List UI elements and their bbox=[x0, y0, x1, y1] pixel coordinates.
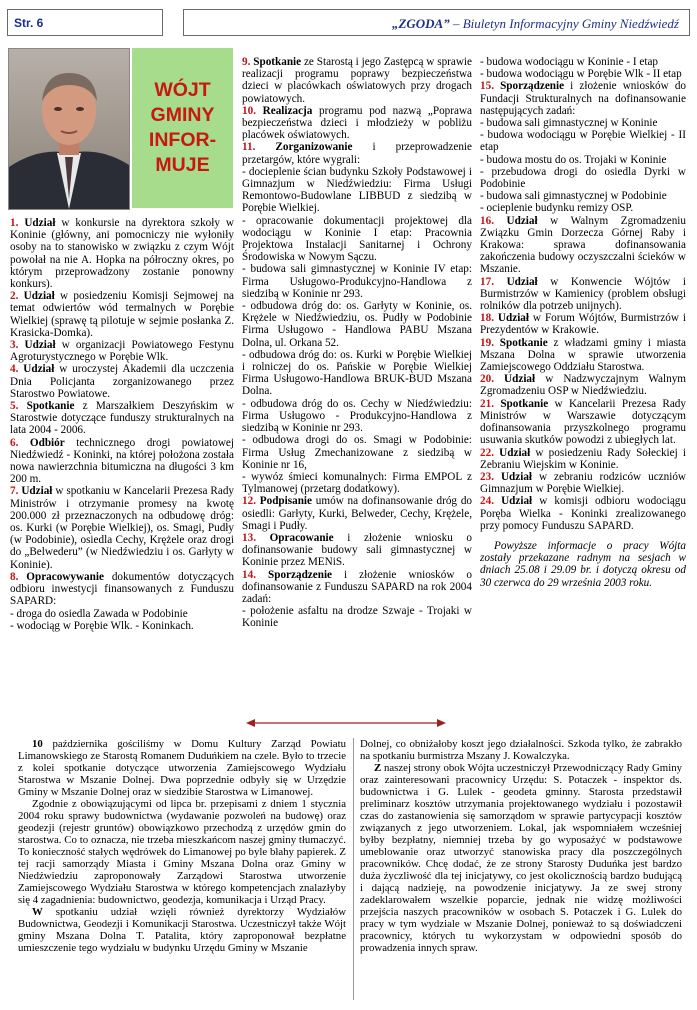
closing-note: Powyższe informacje o pracy Wójta zostały przekazane radnym na sesjach w dniach 25.08 i 29.09 br. i dotyczą okresu od 30 czerwca do 29 września 2003 roku. bbox=[480, 539, 686, 589]
item-text: - budowa sali gimnastycznej w Podobinie bbox=[480, 190, 667, 203]
list-item bbox=[242, 105, 472, 142]
item-lead: Spotkanie bbox=[26, 400, 75, 413]
item-text: z władzami gminy i miasta Mszana Dolna w sprawie utworzenia Zamiejscowego Oddziału Starostwa. bbox=[480, 336, 686, 374]
item-text: - odbudowa dróg do: os. Garłyty w Koninie, os. Krężele w Niedźwiedziu, os. Pudły w Podobinie Firma Usługowo - Handlowa PABU Mszana Dolna, ul. Orkana 52. bbox=[242, 300, 472, 349]
item-number: 24. bbox=[480, 495, 494, 508]
item-text: - budowa mostu do os. Trojaki w Koninie bbox=[480, 153, 667, 166]
paragraph-lead: 10 bbox=[32, 738, 43, 750]
item-number: 20. bbox=[480, 373, 494, 386]
paragraph-lead: Z bbox=[374, 762, 382, 774]
badge-line: INFOR- bbox=[148, 129, 217, 151]
item-number: 21. bbox=[480, 397, 494, 410]
list-item bbox=[480, 154, 686, 166]
item-text: programu pod nazwą „Poprawa bezpieczeństwa dzieci i młodzieży w pobliżu placówek oświatowych. bbox=[242, 104, 472, 142]
list-item bbox=[480, 215, 686, 276]
list-item bbox=[242, 349, 472, 398]
item-text: w Forum Wójtów, Burmistrzów i Prezydentów w Krakowie. bbox=[480, 312, 687, 337]
list-item bbox=[10, 437, 234, 486]
item-lead: Udział bbox=[500, 470, 533, 483]
list-item bbox=[480, 312, 686, 336]
list-item bbox=[480, 56, 686, 68]
item-lead: Spotkanie bbox=[499, 336, 548, 349]
paragraph-text: Dolnej, co obniżałoby koszt jego działalności. Szkoda tylko, że zabrakło na spotkaniu burmistrza Mszany J. Kowalczyka. bbox=[360, 738, 682, 762]
bulletin-name: „ZGODA” bbox=[391, 16, 450, 31]
item-number: 18. bbox=[480, 312, 494, 325]
item-number: 13. bbox=[242, 531, 256, 544]
item-text: - droga do osiedla Zawada w Podobinie bbox=[10, 607, 188, 620]
item-lead: Realizacja bbox=[262, 104, 313, 117]
column-divider bbox=[353, 738, 354, 1000]
list-item bbox=[10, 339, 234, 363]
item-lead: Udział bbox=[504, 373, 536, 386]
section-divider bbox=[246, 718, 446, 728]
item-lead: Sporządzenie bbox=[500, 80, 565, 93]
item-number: 5. bbox=[10, 400, 19, 413]
item-lead: Udział bbox=[499, 446, 531, 459]
item-number: 15. bbox=[480, 80, 494, 93]
paragraph-text: października gościliśmy w Domu Kultury Zarząd Powiatu Limanowskiego ze Starostą Romanem Duduńkiem na czele. Było to trzecie z kolei spotkanie dotyczące utworzenia Zamiejscowego Wydziału Starostwa w Mszanie Dolnej. Dwa poprzednie odbyły się w Urzędzie Gminy w Mszanie Dolnej oraz w siedzibie Starostwa w Limanowej. bbox=[18, 738, 346, 798]
item-text: w komisji odbioru wodociągu Poręba Wielka - Koninki zrealizowanego przy pomocy Funduszu SAPARD. bbox=[480, 495, 686, 532]
list-item bbox=[10, 217, 234, 290]
mayor-informs-badge bbox=[132, 48, 233, 208]
list-item bbox=[480, 68, 686, 80]
paragraph-lead: W bbox=[32, 906, 43, 918]
list-item bbox=[242, 398, 472, 435]
item-lead: Udział bbox=[497, 312, 529, 325]
item-lead: Udział bbox=[24, 339, 56, 352]
list-item bbox=[10, 608, 234, 620]
item-text: w Nadzwyczajnym Walnym Zgromadzeniu OSP w Niedźwiedziu. bbox=[480, 373, 686, 398]
item-number: 8. bbox=[10, 570, 19, 583]
list-item bbox=[242, 215, 472, 264]
item-text: - odbudowa drogi do os. Smagi w Podobinie: Firma Usług Zmechanizowane z siedzibą w Koninie nr 16, bbox=[242, 434, 472, 471]
list-item bbox=[480, 495, 686, 532]
item-text: w Walnym Zgromadzeniu Związku Gmin Dorzecza Górnej Raby i Krakowa: sprawa dofinansowania zakończenia budowy oczyszczalni ścieków w Mszanie. bbox=[480, 214, 686, 276]
bulletin-header bbox=[183, 9, 690, 36]
item-number: 10. bbox=[242, 104, 256, 117]
item-lead: Udział bbox=[501, 495, 533, 508]
item-text: w posiedzeniu Komisji Sejmowej na temat odwiertów wód termalnych w Porębie Wielkiej (sprawę tą pilotuje w sejmie posłanka Z. Krasicka-Domka). bbox=[10, 290, 235, 339]
list-item bbox=[480, 117, 686, 129]
item-text: i przeprowadzenie przetargów, które wygrali: bbox=[242, 141, 472, 166]
item-text: - ocieplenie budynku remizy OSP. bbox=[480, 202, 634, 215]
list-item bbox=[480, 202, 686, 214]
list-item bbox=[10, 363, 234, 400]
item-number: 3. bbox=[10, 339, 19, 352]
list-item bbox=[480, 447, 686, 471]
item-number: 22. bbox=[480, 446, 494, 459]
list-item bbox=[10, 400, 234, 437]
list-item bbox=[242, 495, 472, 532]
item-number: 23. bbox=[480, 470, 494, 483]
list-item bbox=[480, 129, 686, 153]
item-number: 11. bbox=[242, 141, 256, 154]
list-item bbox=[480, 471, 686, 495]
item-text: - przebudowa drogi do osiedla Dyrki w Podobinie bbox=[480, 165, 686, 191]
item-lead: Udział bbox=[506, 275, 538, 288]
item-text: technicznego drogi powiatowej Niedźwiedź - Koninki, na której położona została nowa nawierzchnia bitumiczna na długości 3 km 200 m. bbox=[10, 436, 235, 486]
list-item bbox=[242, 471, 472, 495]
item-text: w organizacji Powiatowego Festynu Agroturystycznego w Porębie Wlk. bbox=[10, 339, 234, 364]
list-item bbox=[480, 190, 686, 202]
item-number: 4. bbox=[10, 363, 19, 376]
item-lead: Udział bbox=[24, 217, 56, 229]
column-2 bbox=[242, 56, 472, 630]
badge-line: MUJE bbox=[155, 154, 210, 176]
article-paragraph bbox=[18, 738, 346, 798]
item-text: w posiedzeniu Rady Sołeckiej i Zebraniu Wiejskim w Koninie. bbox=[480, 446, 687, 471]
item-text: w zebraniu rodziców uczniów Gimnazjum w Porębie Wielkiej. bbox=[480, 470, 686, 496]
badge-line: GMINY bbox=[150, 104, 215, 126]
item-number: 14. bbox=[242, 568, 256, 581]
list-item bbox=[242, 300, 472, 349]
item-text: z Marszałkiem Deszyńskim w Starostwie dotyczące funduszy strukturalnych na lata 2004 - 2006. bbox=[10, 400, 234, 437]
mayor-photo bbox=[8, 48, 130, 210]
item-text: - odbudowa dróg do os. Cechy w Niedźwiedziu: Firma Usługowo - Produkcyjno-Handlowa z siedzibą w Koninie nr 293. bbox=[242, 397, 472, 435]
article-paragraph bbox=[360, 762, 682, 954]
item-text: dokumentów dotyczących odbioru inwestycji finansowanych z Funduszu SAPARD: bbox=[10, 570, 235, 608]
item-text: w uroczystej Akademii dla uczczenia Dnia Policjanta zorganizowanego przez Starostwo Powiatowe. bbox=[10, 363, 235, 400]
item-lead: Podpisanie bbox=[259, 495, 313, 508]
item-text: ze Starostą i jego Zastępcą w sprawie realizacji programu poprawy bezpieczeństwa dzieci w placówkach oświatowych przy drogach powiatowych. bbox=[242, 56, 473, 105]
item-lead: Zorganizowanie bbox=[275, 141, 353, 154]
item-number: 17. bbox=[480, 275, 494, 288]
list-item bbox=[480, 398, 686, 447]
item-text: w Konwencie Wójtów i Burmistrzów w Kamienicy (problem obsługi rolników dla potrzeb unijnych). bbox=[480, 275, 686, 313]
article-paragraph bbox=[18, 798, 346, 906]
item-text: w Kancelarii Prezesa Rady Ministrów w Warszawie dotyczącym dofinansowania przyszkolnego programu usuwania skutków powodzi z ubiegłych lat. bbox=[480, 397, 686, 447]
list-item bbox=[10, 571, 234, 608]
item-number: 12. bbox=[242, 495, 256, 508]
list-item bbox=[242, 166, 472, 215]
item-lead: Sporządzenie bbox=[268, 568, 333, 581]
article-right bbox=[360, 738, 682, 954]
item-text: - budowa wodociągu w Koninie - I etap bbox=[480, 56, 659, 68]
item-number: 7. bbox=[10, 485, 19, 498]
item-number: 19. bbox=[480, 336, 494, 349]
item-number: 9. bbox=[242, 56, 251, 68]
list-item bbox=[10, 290, 234, 339]
item-text: - opracowanie dokumentacji projektowej dla wodociągu w Koninie I etap: Pracownia Projektowa Instalacji Sanitarnej i Ochrony Środowiska w Nowym Sączu. bbox=[242, 214, 472, 264]
item-number: 6. bbox=[10, 436, 19, 449]
paragraph-text: Zgodnie z obowiązującymi od lipca br. przepisami z dniem 1 stycznia 2004 roku sprawy budownictwa (wydawanie pozwoleń na budowę) oraz geodezji (rejestr gruntów) obowiązkowo przechodzą z urzędów gmin do starostwa. Co to oznacza, nie trzeba mieszkańcom naszej gminy tłumaczyć. To konieczność stałych wędrówek do Limanowej po byle błahy papierek. Z tej racji samorządy Miasta i Gminy Mszana Dolna oraz Gminy w Niedźwiedziu zaproponowały Zarządowi Starostwa utworzenie Zamiejscowego Wydziału Starostwa w którego kompetencjach znalazłyby się 4 zagadnienia: budownictwo, geodezja, komunikacja i Urząd Pracy. bbox=[18, 798, 346, 906]
list-item bbox=[242, 56, 472, 105]
list-item bbox=[480, 373, 686, 397]
list-item bbox=[480, 80, 686, 117]
item-lead: Opracowanie bbox=[269, 531, 334, 544]
list-item bbox=[480, 337, 686, 374]
list-item bbox=[242, 263, 472, 300]
item-text: - położenie asfaltu na drodze Szwaje - Trojaki w Koninie bbox=[242, 605, 472, 630]
item-text: i złożenie wniosku o dofinansowanie budowy sali gimnastycznej w Koninie przez MENiS. bbox=[242, 531, 472, 569]
item-text: w spotkaniu w Kancelarii Prezesa Rady Ministrów i otrzymanie promesy na kwotę 200.000 zł przeznaczonych na odbudowę dróg: os. Kurki (w Porębie Wielkiej), os. Smagi, Pudły (w Podobinie), osiedla Cechy, Krężele oraz drogi do „Belwederu” (w Niedźwiedziu i os. Garłyty w Koninie). bbox=[10, 485, 235, 571]
badge-line: WÓJT bbox=[154, 79, 211, 101]
item-lead: Odbiór bbox=[29, 436, 65, 449]
list-item bbox=[10, 620, 234, 632]
list-item bbox=[242, 532, 472, 569]
item-lead: Spotkanie bbox=[500, 397, 549, 410]
column-3 bbox=[480, 56, 686, 589]
paragraph-text: naszej strony obok Wójta uczestniczył Przewodniczący Rady Gminy oraz zainteresowani pracownicy Urzędu: S. Potaczek - inspektor ds. budownictwa i G. Lulek - geodeta gminny. Starosta przedstawił preliminarz kosztów utrzymania projektowanego wydziału i pozostawił czas do zastanowienia się samorządom w sprawie partycypacji kosztów związanych z jego utworzeniem. Lokal, jak wspomniałem wcześniej byłby bezpłatny, niemniej trzeba by go wyposażyć w podstawowe umeblowanie oraz utworzyć stanowiska pracy dla poszczególnych pracowników. Chcę dodać, że ze strony Starosty Duduńka jest bardzo duża życzliwość dla tej inicjatywy, co jest okolicznością bardzo budującą i dającą nadzieję, na powodzenie inicjatywy. Ja ze swej strony zadeklarowałem wszelkie poparcie, jednak nie widzę możliwości przejścia naszych pracowników w osobach S. Potaczek i G. Lulek do pracy w tym wydziale w Mszanie Dolnej, ponieważ to są doświadczeni pracownicy, których tu wykorzystam w odpowiedni sposób do prowadzenia innych spraw. bbox=[360, 762, 682, 954]
list-item bbox=[242, 141, 472, 165]
item-number: 16. bbox=[480, 214, 494, 227]
item-text: i złożenie wniosków do Fundacji Strukturalnych na dofinansowanie następujących zadań: bbox=[480, 80, 687, 117]
item-text: - docieplenie ścian budynku Szkoły Podstawowej i Gimnazjum w Niedźwiedziu: Firma Usługi Remontowo-Budowlane LIBBUD z siedzibą w Porębie Wielkiej. bbox=[242, 165, 472, 215]
list-item bbox=[480, 166, 686, 190]
list-item bbox=[480, 276, 686, 313]
bulletin-subtitle: – Biuletyn Informacyjny Gminy Niedźwiedź bbox=[449, 16, 679, 31]
list-item bbox=[10, 485, 234, 570]
list-item bbox=[242, 569, 472, 606]
item-text: - odbudowa dróg do: os. Kurki w Porębie Wielkiej i rolniczej do os. Pańskie w Porębie Wielkiej Firma Usługowo-Handlowa BRUK-BUD Mszana Dolna. bbox=[242, 348, 472, 398]
list-item bbox=[242, 434, 472, 471]
item-lead: Udział bbox=[21, 485, 53, 498]
item-number: 1. bbox=[10, 217, 19, 229]
item-lead: Udział bbox=[23, 363, 55, 376]
list-item bbox=[242, 605, 472, 629]
item-text: - budowa wodociągu w Porębie Wielkiej - II etap bbox=[480, 129, 686, 154]
item-number: 2. bbox=[10, 290, 19, 303]
item-lead: Udział bbox=[506, 214, 538, 227]
item-text: - wodociąg w Porębie Wlk. - Koninkach. bbox=[10, 619, 194, 632]
item-text: umów na dofinansowanie dróg do osiedli: Garłyty, Kurki, Belweder, Cechy, Krężele, Smagi i Pudły. bbox=[242, 495, 473, 532]
item-lead: Udział bbox=[23, 290, 55, 303]
item-lead: Opracowywanie bbox=[26, 570, 104, 583]
item-text: i złożenie wniosków o dofinansowanie z Funduszu SAPARD na rok 2004 zadań: bbox=[242, 568, 473, 605]
paragraph-text: spotkaniu udział wzięli również dyrektorzy Wydziałów Budownictwa, Geodezji i Komunikacji Starostwa. Uczestniczył także Wójt gminy Mszana Dolna T. Patalita, który zaproponował bezpłatne umieszczenie tego wydziału w budynku Urzędu Gminy w Mszanie bbox=[18, 906, 346, 954]
item-text: - budowa wodociągu w Porębie Wlk - II etap bbox=[480, 68, 682, 81]
item-text: - budowa sali gimnastycznej w Koninie IV etap: Firma Usługowo-Produkcyjno-Handlowa z siedzibą w Koninie nr 293. bbox=[242, 263, 472, 300]
item-text: - budowa sali gimnastycznej w Koninie bbox=[480, 117, 658, 130]
article-paragraph bbox=[360, 738, 682, 762]
article-left bbox=[18, 738, 346, 954]
article-paragraph bbox=[18, 906, 346, 954]
page-number: Str. 6 bbox=[7, 9, 163, 36]
item-text: w konkursie na dyrektora szkoły w Koninie (główny, ani pomocniczy nie wyłoniły osoby na to stanowisko w związku z czym Wójt powołał na nie A. Hopka na półroczny okres, po którym przeprowadzony zostanie ponowny konkurs). bbox=[10, 217, 235, 291]
item-lead: Spotkanie bbox=[253, 56, 302, 68]
item-text: - wywóz śmieci komunalnych: Firma EMPOL z Tylmanowej (przetarg dodatkowy). bbox=[242, 470, 472, 496]
column-1 bbox=[10, 217, 234, 632]
